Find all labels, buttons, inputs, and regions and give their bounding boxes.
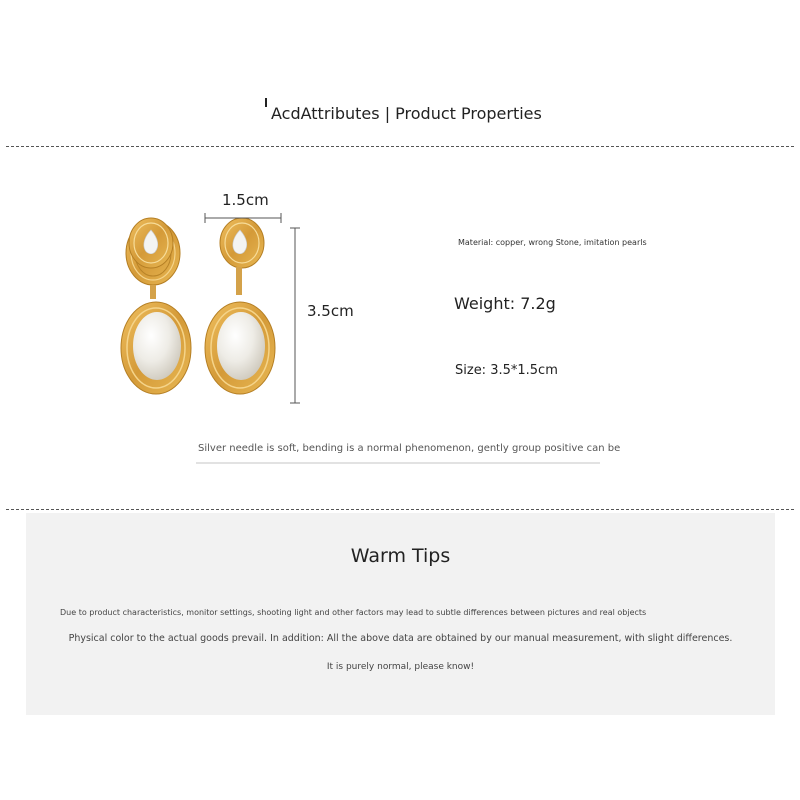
warm-tips-panel bbox=[26, 513, 775, 715]
weight-spec: Weight: 7.2g bbox=[454, 294, 556, 313]
material-spec: Material: copper, wrong Stone, imitation pearls bbox=[458, 238, 647, 247]
width-label: 1.5cm bbox=[222, 191, 269, 209]
warm-tips-line-3: It is purely normal, please know! bbox=[326, 662, 475, 672]
page-title: AcdAttributes | Product Properties bbox=[271, 104, 542, 123]
height-label: 3.5cm bbox=[307, 302, 354, 320]
needle-note: Silver needle is soft, bending is a normal phenomenon, gently group positive can be bbox=[198, 443, 621, 454]
product-image bbox=[100, 185, 320, 415]
size-spec: Size: 3.5*1.5cm bbox=[455, 363, 558, 378]
earring-right bbox=[205, 218, 275, 394]
warm-tips-title: Warm Tips bbox=[350, 545, 451, 567]
divider-top bbox=[6, 146, 794, 147]
header-mark bbox=[265, 98, 267, 107]
warm-tips-line-2: Physical color to the actual goods prevail. In addition: All the above data are obtained by our manual measurement, with slight differences. bbox=[68, 633, 733, 644]
height-dimension-line bbox=[290, 228, 300, 403]
note-underline bbox=[196, 462, 600, 464]
divider-bottom bbox=[6, 509, 794, 510]
warm-tips-line-1: Due to product characteristics, monitor settings, shooting light and other factors may lead to subtle differences between pictures and real objects bbox=[60, 608, 647, 617]
